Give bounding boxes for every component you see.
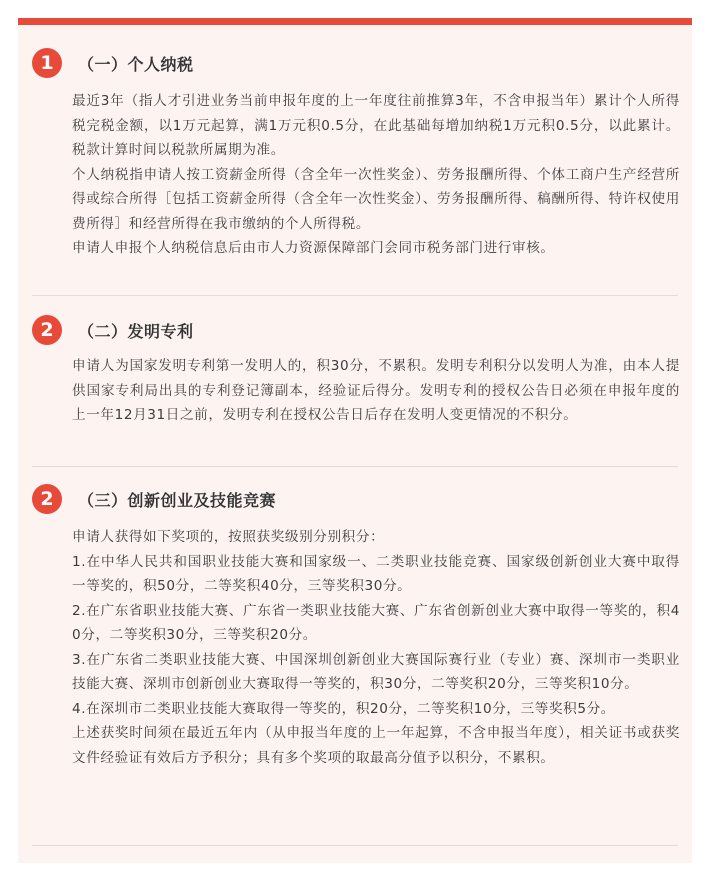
section-title: （一）个人纳税 [78,54,194,74]
section-title: （三）创新创业及技能竞赛 [78,490,277,510]
paragraph: 1.在中华人民共和国职业技能大赛和国家级一、二类职业技能竞赛、国家级创新创业大赛中取得一等奖的，积50分，二等奖积40分，三等奖积30分。 [72,553,680,594]
section-title: （二）发明专利 [78,321,194,341]
paragraph: 4.在深圳市二类职业技能大赛取得一等奖的，积20分，二等奖积10分，三等奖积5分。 [72,700,615,717]
top-accent-bar [18,18,692,25]
content-panel [18,25,692,863]
section-divider [32,466,678,467]
paragraph: 上述获奖时间须在最近五年内（从申报当年度的上一年起算，不含申报当年度），相关证书或获奖文件经验证有效后方予积分；具有多个奖项的取最高分值予以积分，不累积。 [72,725,680,766]
section-header [32,314,194,346]
paragraph: 3.在广东省二类职业技能大赛、中国深圳创新创业大赛国际赛行业（专业）赛、深圳市一类职业技能大赛、深圳市创新创业大赛取得一等奖的，积30分，二等奖积20分，三等奖积10分。 [72,651,680,692]
paragraph: 个人纳税指申请人按工资薪金所得（含全年一次性奖金）、劳务报酬所得、个体工商户生产经营所得或综合所得［包括工资薪金所得（含全年一次性奖金）、劳务报酬所得、稿酬所得、特许权使用费所得］和经营所得在我市缴纳的个人所得税。 [72,166,680,232]
section-body [72,89,680,261]
section-divider [32,845,678,846]
section-header [32,47,194,79]
section-body [72,525,680,770]
paragraph: 申请人获得如下奖项的，按照获奖级别分别积分： [72,529,385,545]
paragraph: 申请人为国家发明专利第一发明人的，积30分，不累积。发明专利积分以发明人为准，由本人提供国家专利局出具的专利登记簿副本，经验证后得分。发明专利的授权公告日必须在申报年度的上一年12月31日之前，发明专利在授权公告日后存在发明人变更情况的不积分。 [72,358,680,423]
paragraph: 申请人申报个人纳税信息后由市人力资源保障部门会同市税务部门进行审核。 [72,240,555,256]
section-number-badge: 2 [32,484,62,514]
section-number-badge: 2 [32,315,62,345]
paragraph: 2.在广东省职业技能大赛、广东省一类职业技能大赛、广东省创新创业大赛中取得一等奖的，积40分，二等奖积30分，三等奖积20分。 [72,602,680,643]
paragraph: 最近3年（指人才引进业务当前申报年度的上一年度往前推算3年，不含申报当年）累计个人所得税完税金额，以1万元起算，满1万元积0.5分，在此基础每增加纳税1万元积0.5分，以此累计。税款计算时间以税款所属期为准。 [72,93,680,158]
section-body [72,354,680,428]
section-number-badge: 1 [32,48,62,78]
section-divider [32,295,678,296]
section-header [32,483,276,515]
